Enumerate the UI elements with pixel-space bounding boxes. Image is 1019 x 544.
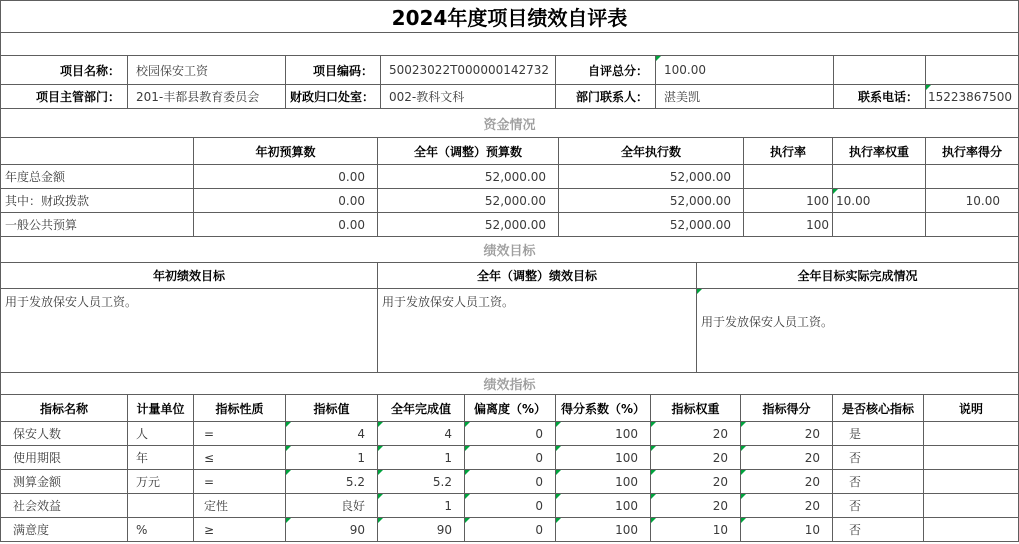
indicator-row-guards [1,422,1019,446]
weight-cell[interactable]: 20 [651,494,741,518]
ind-header-weight: 指标权重 [651,395,741,422]
deviation-cell[interactable]: 0 [465,470,556,494]
actual-completion-cell[interactable]: 用于发放保安人员工资。 [697,289,1019,373]
project-code-label: 项目编码： [286,56,381,85]
indicators-table [0,394,1019,542]
rate-weight-cell[interactable] [833,213,926,237]
weight-cell[interactable]: 20 [651,470,741,494]
nature-cell[interactable]: = [194,470,286,494]
unit-cell[interactable] [128,494,194,518]
execution-rate-cell[interactable]: 100 [744,189,833,213]
deviation-cell[interactable]: 0 [465,518,556,542]
nature-cell[interactable]: 定性 [194,494,286,518]
indicator-name-cell[interactable]: 测算金额 [1,470,128,494]
ind-header-deviation: 偏离度（%） [465,395,556,422]
indicator-row-social [1,494,1019,518]
adjusted-goal-cell[interactable]: 用于发放保安人员工资。 [378,289,697,373]
goals-section-title: 绩效目标 [1,237,1019,263]
adjusted-budget-cell[interactable]: 52,000.00 [378,189,559,213]
core-indicator-cell[interactable]: 是 [833,422,924,446]
phone-label: 联系电话： [834,85,926,109]
score-cell[interactable]: 20 [741,446,833,470]
goals-header-row [1,263,1019,289]
score-cell[interactable]: 20 [741,422,833,446]
rate-score-cell[interactable] [926,213,1019,237]
finance-office-label: 财政归口处室： [286,85,381,109]
funding-title-table [0,108,1019,138]
ind-header-coefficient: 得分系数（%） [556,395,651,422]
empty-cell[interactable] [926,56,1019,85]
note-cell[interactable] [924,470,1019,494]
dept-value[interactable]: 201-丰都县教育委员会 [128,85,286,109]
funding-section-title: 资金情况 [1,109,1019,138]
title-row [1,1,1019,33]
rate-weight-cell[interactable]: 10.00 [833,189,926,213]
funding-table [0,137,1019,237]
funding-header-row [1,138,1019,165]
note-cell[interactable] [924,518,1019,542]
info-row-2 [1,85,1019,109]
funding-section-row [1,109,1019,138]
target-value-cell[interactable]: 90 [286,518,378,542]
indicator-row-duration [1,446,1019,470]
indicators-section-row [1,373,1019,395]
initial-budget-cell[interactable]: 0.00 [194,213,378,237]
note-cell[interactable] [924,494,1019,518]
coefficient-cell[interactable]: 100 [556,518,651,542]
weight-cell[interactable]: 20 [651,446,741,470]
rate-score-cell[interactable]: 10.00 [926,189,1019,213]
goals-title-table [0,236,1019,263]
completed-value-cell[interactable]: 1 [378,494,465,518]
initial-budget-cell[interactable]: 0.00 [194,189,378,213]
spacer-table [0,32,1019,56]
goals-header-adjusted: 全年（调整）绩效目标 [378,263,697,289]
nature-cell[interactable]: ≤ [194,446,286,470]
funding-header-adjusted: 全年（调整）预算数 [378,138,559,165]
empty-cell[interactable] [834,56,926,85]
ind-header-note: 说明 [924,395,1019,422]
indicator-name-cell[interactable]: 满意度 [1,518,128,542]
score-cell[interactable]: 10 [741,518,833,542]
goals-header-actual: 全年目标实际完成情况 [697,263,1019,289]
ind-header-unit: 计量单位 [128,395,194,422]
funding-header-rate-weight: 执行率权重 [833,138,926,165]
initial-goal-cell[interactable]: 用于发放保安人员工资。 [1,289,378,373]
deviation-cell[interactable]: 0 [465,446,556,470]
funding-row-fiscal [1,189,1019,213]
executed-amount-cell[interactable]: 52,000.00 [559,189,744,213]
goals-table [0,262,1019,373]
funding-row-public [1,213,1019,237]
indicator-name-cell[interactable]: 使用期限 [1,446,128,470]
goals-content-row [1,289,1019,373]
note-cell[interactable] [924,422,1019,446]
score-cell[interactable]: 20 [741,470,833,494]
self-score-value[interactable]: 100.00 [656,56,834,85]
spacer-row [1,33,1019,56]
funding-header-rate: 执行率 [744,138,833,165]
info-table [0,55,1019,109]
coefficient-cell[interactable]: 100 [556,470,651,494]
target-value-cell[interactable]: 4 [286,422,378,446]
ind-header-completed: 全年完成值 [378,395,465,422]
note-cell[interactable] [924,446,1019,470]
funding-header-empty [1,138,194,165]
core-indicator-cell[interactable]: 否 [833,494,924,518]
funding-row-label: 一般公共预算 [1,213,194,237]
self-score-label: 自评总分： [556,56,656,85]
target-value-cell[interactable]: 良好 [286,494,378,518]
contact-value[interactable]: 湛美凯 [656,85,834,109]
project-name-value[interactable]: 校园保安工资 [128,56,286,85]
completed-value-cell[interactable]: 4 [378,422,465,446]
ind-header-name: 指标名称 [1,395,128,422]
core-indicator-cell[interactable]: 否 [833,518,924,542]
funding-row-label: 其中：财政拨款 [1,189,194,213]
finance-office-value[interactable]: 002-教科文科 [381,85,556,109]
contact-label: 部门联系人： [556,85,656,109]
title-table [0,0,1019,33]
indicators-section-title: 绩效指标 [1,373,1019,395]
empty-cell[interactable] [1,33,1019,56]
indicators-header-row [1,395,1019,422]
dept-label: 项目主管部门： [1,85,128,109]
funding-row-total [1,165,1019,189]
indicator-row-satisfaction [1,518,1019,542]
rate-score-cell[interactable] [926,165,1019,189]
rate-weight-cell[interactable] [833,165,926,189]
execution-rate-cell[interactable]: 100 [744,213,833,237]
funding-header-rate-score: 执行率得分 [926,138,1019,165]
weight-cell[interactable]: 20 [651,422,741,446]
ind-header-nature: 指标性质 [194,395,286,422]
goals-section-row [1,237,1019,263]
unit-cell[interactable]: 人 [128,422,194,446]
funding-row-label: 年度总金额 [1,165,194,189]
ind-header-core: 是否核心指标 [833,395,924,422]
indicator-name-cell[interactable]: 社会效益 [1,494,128,518]
indicator-name-cell[interactable]: 保安人数 [1,422,128,446]
nature-cell[interactable]: = [194,422,286,446]
score-cell[interactable]: 20 [741,494,833,518]
completed-value-cell[interactable]: 1 [378,446,465,470]
initial-budget-cell[interactable]: 0.00 [194,165,378,189]
funding-header-executed: 全年执行数 [559,138,744,165]
completed-value-cell[interactable]: 90 [378,518,465,542]
adjusted-budget-cell[interactable]: 52,000.00 [378,165,559,189]
coefficient-cell[interactable]: 100 [556,422,651,446]
target-value-cell[interactable]: 1 [286,446,378,470]
coefficient-cell[interactable]: 100 [556,494,651,518]
funding-header-initial: 年初预算数 [194,138,378,165]
indicators-title-table [0,372,1019,395]
ind-header-score: 指标得分 [741,395,833,422]
adjusted-budget-cell[interactable]: 52,000.00 [378,213,559,237]
executed-amount-cell[interactable]: 52,000.00 [559,213,744,237]
phone-value[interactable]: 15223867500 [926,85,1019,109]
completed-value-cell[interactable]: 5.2 [378,470,465,494]
info-row-1 [1,56,1019,85]
project-code-value[interactable]: 50023022T000000142732 [381,56,556,85]
target-value-cell[interactable]: 5.2 [286,470,378,494]
core-indicator-cell[interactable]: 否 [833,446,924,470]
nature-cell[interactable]: ≥ [194,518,286,542]
deviation-cell[interactable]: 0 [465,494,556,518]
indicator-row-amount [1,470,1019,494]
unit-cell[interactable]: 万元 [128,470,194,494]
page-title: 2024年度项目绩效自评表 [1,1,1019,33]
project-name-label: 项目名称： [1,56,128,85]
execution-rate-cell[interactable] [744,165,833,189]
deviation-cell[interactable]: 0 [465,422,556,446]
unit-cell[interactable]: 年 [128,446,194,470]
core-indicator-cell[interactable]: 否 [833,470,924,494]
ind-header-target: 指标值 [286,395,378,422]
unit-cell[interactable]: % [128,518,194,542]
goals-header-initial: 年初绩效目标 [1,263,378,289]
executed-amount-cell[interactable]: 52,000.00 [559,165,744,189]
weight-cell[interactable]: 10 [651,518,741,542]
coefficient-cell[interactable]: 100 [556,446,651,470]
